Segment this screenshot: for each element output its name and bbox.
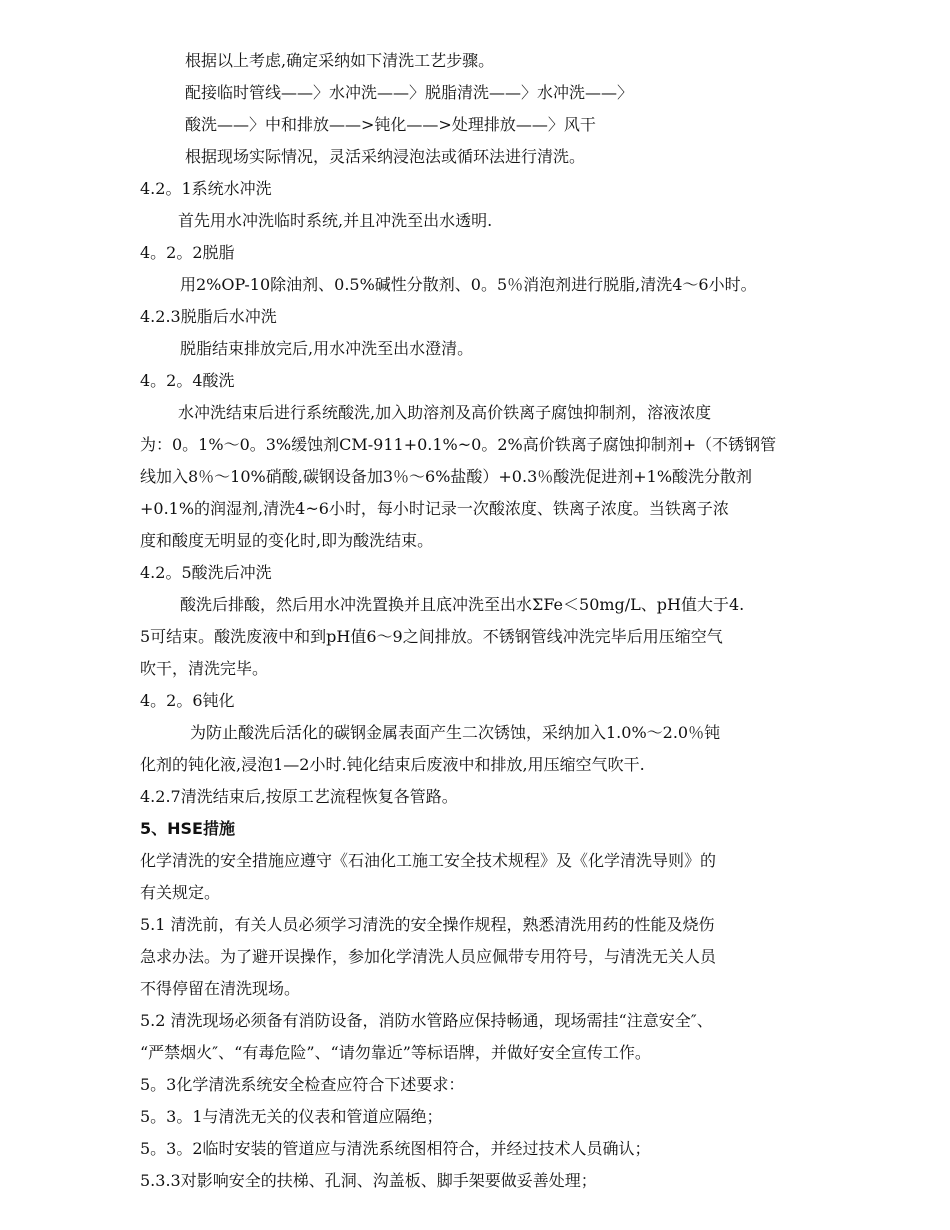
paragraph-line: 5.3.3对影响安全的扶梯、孔洞、沟盖板、脚手架要做妥善处理； xyxy=(140,1171,597,1190)
paragraph-line: 水冲洗结束后进行系统酸洗,加入助溶剂及高价铁离子腐蚀抑制剂，溶液浓度 xyxy=(178,403,712,422)
paragraph-line: 5。3。1与清洗无关的仪表和管道应隔绝； xyxy=(140,1107,443,1126)
paragraph-line: +0.1%的润湿剂,清洗4~6小时，每小时记录一次酸浓度、铁离子浓度。当铁离子浓 xyxy=(140,499,729,518)
paragraph-line: 急求办法。为了避开误操作，参加化学清洗人员应佩带专用符号，与清洗无关人员 xyxy=(140,947,717,966)
paragraph-line: 5。3化学清洗系统安全检查应符合下述要求： xyxy=(140,1075,465,1094)
paragraph-line: 为：0。1%～0。3%缓蚀剂CM-911+0.1%~0。2%高价铁离子腐蚀抑制剂+（不锈钢管 xyxy=(140,435,777,454)
paragraph-line: 酸洗——〉中和排放——>钝化——>处理排放——〉风干 xyxy=(185,115,596,134)
paragraph-line: 吹干，清洗完毕。 xyxy=(140,659,269,678)
section-heading: 4.2。5酸洗后冲洗 xyxy=(140,563,272,582)
paragraph-line: 5可结束。酸洗废液中和到pH值6～9之间排放。不锈钢管线冲洗完毕后用压缩空气 xyxy=(140,627,723,646)
section-heading: 4。2。4酸洗 xyxy=(140,371,235,390)
paragraph-line: 5.1 清洗前，有关人员必须学习清洗的安全操作规程，熟悉清洗用药的性能及烧伤 xyxy=(140,915,715,934)
section-heading: 4.2.3脱脂后水冲洗 xyxy=(140,307,277,326)
paragraph-line: 脱脂结束排放完后,用水冲洗至出水澄清。 xyxy=(180,339,474,358)
paragraph-line: 化剂的钝化液,浸泡1—2小时.钝化结束后废液中和排放,用压缩空气吹干. xyxy=(140,755,645,774)
chapter-heading: 5、HSE措施 xyxy=(140,819,235,838)
paragraph-line: 配接临时管线——〉水冲洗——〉脱脂清洗——〉水冲洗——〉 xyxy=(185,83,634,102)
paragraph-line: 度和酸度无明显的变化时,即为酸洗结束。 xyxy=(140,531,434,550)
paragraph-line: 不得停留在清洗现场。 xyxy=(140,979,301,998)
paragraph-line: 为防止酸洗后活化的碳钢金属表面产生二次锈蚀，采纳加入1.0%～2.0％钝 xyxy=(190,723,721,742)
paragraph-line: 有关规定。 xyxy=(140,883,221,902)
paragraph-line: 酸洗后排酸，然后用水冲洗置换并且底冲洗至出水ΣFe＜50mg/L、pH值大于4. xyxy=(180,595,745,614)
paragraph-line: 根据现场实际情况，灵活采纳浸泡法或循环法进行清洗。 xyxy=(185,147,586,166)
paragraph-line: 4.2.7清洗结束后,按原工艺流程恢复各管路。 xyxy=(140,787,458,806)
paragraph-line: “严禁烟火″、“有毒危险”、“请勿靠近”等标语牌，并做好安全宣传工作。 xyxy=(140,1043,651,1062)
paragraph-line: 用2%OP-10除油剂、0.5%碱性分散剂、0。5％消泡剂进行脱脂,清洗4～6小时。 xyxy=(180,275,757,294)
section-heading: 4.2。1系统水冲洗 xyxy=(140,179,272,198)
paragraph-line: 根据以上考虑,确定采纳如下清洗工艺步骤。 xyxy=(185,51,495,70)
paragraph-line: 化学清洗的安全措施应遵守《石油化工施工安全技术规程》及《化学清洗导则》的 xyxy=(140,851,717,870)
section-heading: 4。2。2脱脂 xyxy=(140,243,235,262)
paragraph-line: 首先用水冲洗临时系统,并且冲洗至出水透明. xyxy=(178,211,493,230)
section-heading: 4。2。6钝化 xyxy=(140,691,235,710)
paragraph-line: 5。3。2临时安装的管道应与清洗系统图相符合，并经过技术人员确认； xyxy=(140,1139,651,1158)
paragraph-line: 线加入8％～10%硝酸,碳钢设备加3％～6%盐酸）+0.3％酸洗促进剂+1%酸洗分散剂 xyxy=(140,467,753,486)
paragraph-line: 5.2 清洗现场必须备有消防设备，消防水管路应保持畅通，现场需挂“注意安全″、 xyxy=(140,1011,713,1030)
